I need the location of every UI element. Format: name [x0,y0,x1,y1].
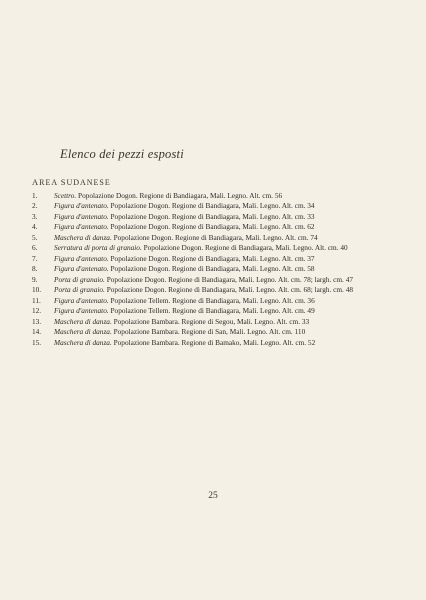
entry-number: 12. [32,306,42,316]
list-item [32,201,392,210]
entry-number: 14. [32,327,42,337]
entry-title: Figura d'antenato. [54,253,109,263]
list-item [32,285,392,294]
list-item [32,212,392,221]
entry-description: Popolazione Dogon. Regione di Bandiagara, Mali. Legno. Alt. cm. 58 [108,264,315,274]
list-item [32,254,392,263]
entry-description: Popolazione Dogon. Regione di Bandiagara, Mali. Legno. Alt. cm. 78; largh. cm. 47 [104,274,354,284]
entry-title: Figura d'antenato. [54,264,109,274]
entry-number: 11. [32,295,41,305]
entry-description: Popolazione Bambara. Regione di Segou, Mali. Legno. Alt. cm. 33 [111,316,310,326]
entry-description: Popolazione Dogon. Regione di Bandiagara, Mali. Legno. Alt. cm. 40 [141,243,348,253]
list-item [32,222,392,231]
entry-description: Popolazione Dogon. Regione di Bandiagara, Mali. Legno. Alt. cm. 74 [111,232,318,242]
entry-description: Popolazione Bambara. Regione di Bamako, Mali. Legno. Alt. cm. 52 [111,337,316,347]
entry-title: Maschera di danza. [54,316,112,326]
entry-number: 13. [32,316,42,326]
list-item [32,243,392,252]
entry-title: Figura d'antenato. [54,222,109,232]
entry-number: 8. [32,264,38,274]
entry-number: 15. [32,337,42,347]
entry-description: Popolazione Dogon. Regione di Bandiagara, Mali. Legno. Alt. cm. 62 [108,222,315,232]
list-item [32,233,392,242]
entry-number: 10. [32,285,42,295]
list-item [32,306,392,315]
list-item [32,338,392,347]
list-item [32,275,392,284]
list-item [32,296,392,305]
entry-description: Popolazione Tellem. Regione di Bandiagara, Mali. Legno. Alt. cm. 49 [108,306,315,316]
list-item [32,264,392,273]
entry-number: 6. [32,243,38,253]
list-item [32,327,392,336]
list-item [32,317,392,326]
page-number: 25 [208,491,218,501]
page-title: Elenco dei pezzi esposti [60,147,184,161]
list-item [32,191,392,200]
entry-number: 3. [32,211,38,221]
entry-description: Popolazione Dogon. Regione di Bandiagara, Mali. Legno. Alt. cm. 34 [108,201,315,211]
entry-description: Popolazione Bambara. Regione di San, Mali. Legno. Alt. cm. 110 [111,327,306,337]
entry-number: 7. [32,253,38,263]
entry-description: Popolazione Dogon. Regione di Bandiagara, Mali. Legno. Alt. cm. 33 [108,211,315,221]
entry-description: Popolazione Tellem. Regione di Bandiagara, Mali. Legno. Alt. cm. 36 [108,295,315,305]
entry-number: 4. [32,222,38,232]
entry-title: Figura d'antenato. [54,295,109,305]
entry-description: Popolazione Dogon. Regione di Bandiagara, Mali. Legno. Alt. cm. 68; largh. cm. 48 [104,285,354,295]
entry-number: 9. [32,274,38,284]
entry-description: Popolazione Dogon. Regione di Bandiagara, Mali. Legno. Alt. cm. 56 [76,191,283,200]
entry-title: Serratura di porta di granaio. [54,243,142,253]
section-heading: AREA SUDANESE [32,177,111,187]
entry-title: Maschera di danza. [54,232,112,242]
entry-title: Figura d'antenato. [54,306,109,316]
entry-title: Porta di granaio. [54,285,105,295]
entry-title: Figura d'antenato. [54,201,109,211]
entry-title: Maschera di danza. [54,337,112,347]
entry-title: Maschera di danza. [54,327,112,337]
entry-list [32,191,392,348]
entry-title: Scettro. [54,191,77,200]
entry-number: 2. [32,201,38,211]
entry-title: Figura d'antenato. [54,211,109,221]
entry-number: 1. [32,191,38,200]
entry-description: Popolazione Dogon. Regione di Bandiagara, Mali. Legno. Alt. cm. 37 [108,253,315,263]
entry-title: Porta di granaio. [54,274,105,284]
entry-number: 5. [32,232,38,242]
